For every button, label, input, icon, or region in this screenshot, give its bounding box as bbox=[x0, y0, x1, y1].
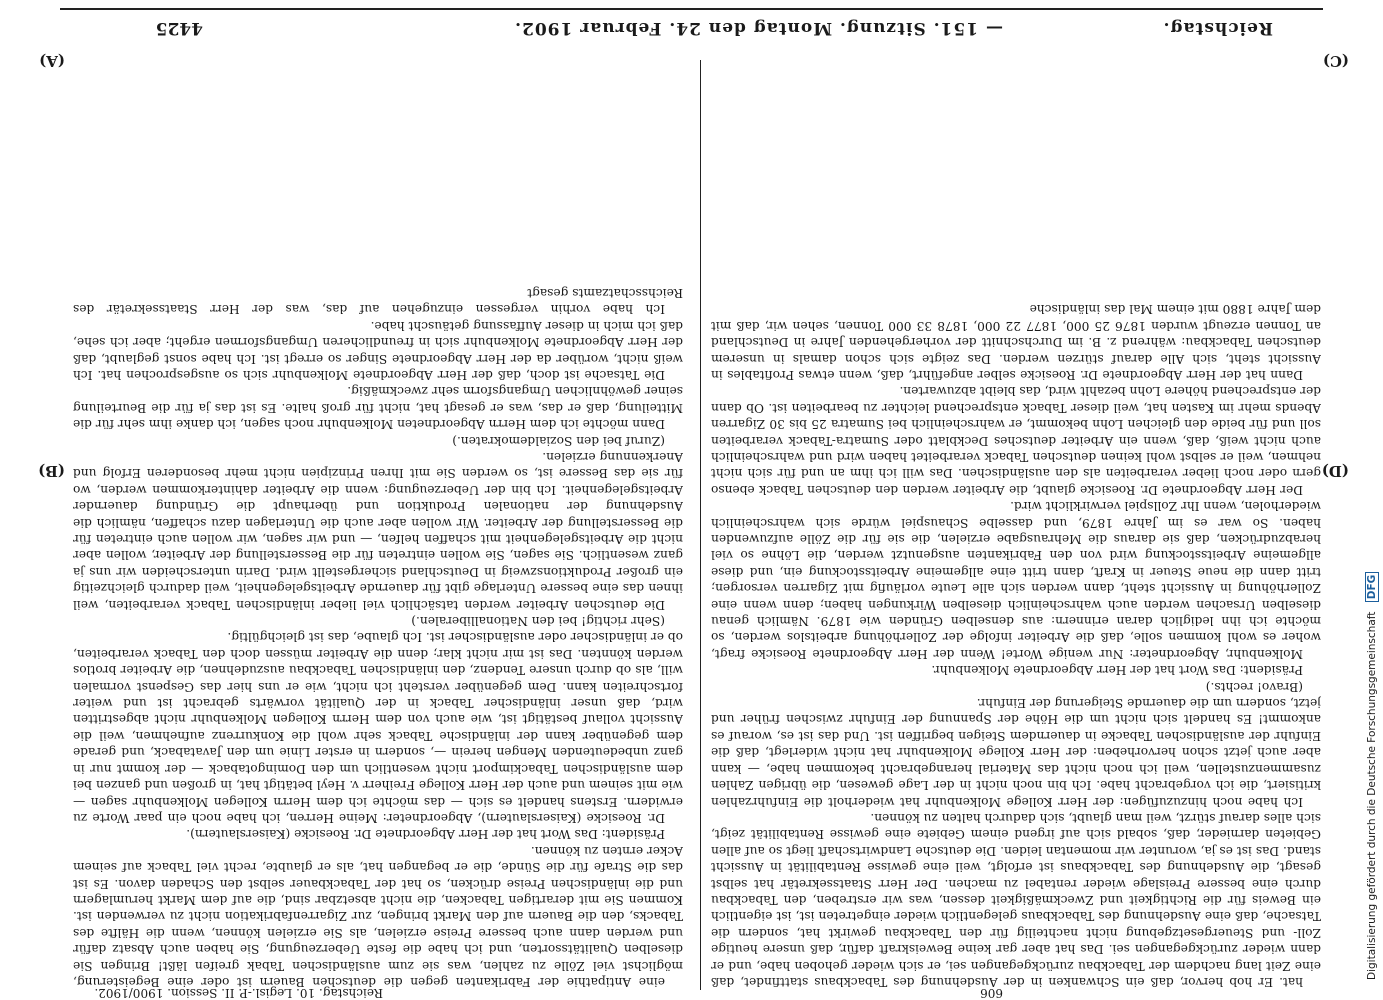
left-column bbox=[73, 60, 683, 990]
dfg-note-text: Digitalisierung gefördert durch die Deutsche Forschungsgemeinschaft bbox=[1366, 611, 1378, 980]
left-column-paragraph: (Zuruf bei den Sozialdemokraten.) bbox=[452, 433, 665, 448]
right-column-paragraph: hat. Er hob hervor, daß ein Schwanken in der Ausdehnung des Tabackbaus stattfindet, daß eine Zeit lang nachdem der Tabackbau zurückgegangen sei, er sich wieder gehoben habe, und er dann wieder zurückgegangen sei. Das hat aber gar keine Beweiskraft dafür, daß unsere heutige Zoll- und Steuergesetzgebung nicht nachteilig für den Tabackbau gewirkt hat, sondern die Tatsache, daß eine Ausdehnung des Tabackbaus gelegentlich wieder eingetreten ist, ist eigentlich ein Beweis für die Richtigkeit und Zweckmäßigkeit dessen, was wir erstreben, den Tabackbau durch eine bessere Preislage wieder rentabel zu machen. Der Herr Staatssekretär hat selbst gesagt, die Ausdehnung des Tabackbaus ist erfolgt, weil eine gewisse Rentabilität in Aussicht stand. Das ist es ja, worunter wir momentan leiden. Die deutsche Landwirtschaft liegt so auf allen Gebieten darnieder, daß, sobald sich auf irgend einem Gebiete eine gewisse Rentabilität zeigt, sich alles darauf stürzt, weil man glaubt, sich dadurch halten zu können. bbox=[711, 810, 1321, 989]
dfg-side-note bbox=[1365, 20, 1383, 980]
left-column-paragraph: Präsident: Das Wort hat der Herr Abgeordnete Dr. Roesicke (Kaiserslautern). bbox=[186, 827, 665, 842]
left-column-text bbox=[73, 285, 683, 990]
left-column-paragraph: Ich habe vorhin vergessen einzugehen auf das, was der Herr Staatssekretär des Reichsschatzamts gesagt bbox=[73, 285, 683, 317]
footer-session-info: Reichstag. 10. Legisl.-P. II. Session. 1900/1902. bbox=[94, 986, 383, 1000]
right-column-paragraph: Ich habe noch hinzuzufügen: der Herr Kollege Molkenbuhr hat wiederholt die Einfuhrzahlen kritisiert, die ich vorgebracht habe. Ich bin noch nicht in der Lage gewesen, die übrigen Zahlen zusammenzustellen, weil ich noch nicht das Material herangebracht bekommen habe, — kann aber auch jetzt schon hervorheben: der Herr Kollege Molkenbuhr hat nicht widerlegt, daß die Einfuhr der ausländischen Tabacke in dauerndem Steigen begriffen ist. Und das ist es, worauf es ankommt! Es handelt sich nicht um die Höhe der Spannung der Einfuhr zwischen früher und jetzt, sondern um die dauernde Steigerung der Einfuhr. bbox=[711, 696, 1321, 809]
marker-d: (D) bbox=[1321, 462, 1349, 480]
left-column-paragraph: Die Tatsache ist doch, daß der Herr Abgeordnete Molkenbuhr sich so ausgesprochen hat. Ich weiß nicht, worüber da der Herr Abgeordnete Singer so erregt ist. Ich habe sonst geglaubt, daß der Herr Abgeordnete Molkenbuhr sich in freundlicheren Umgangsformen ergeht; aber ich sehe, daß ich mich in dieser Auffassung getäuscht habe. bbox=[73, 318, 683, 382]
marker-c: (C) bbox=[1322, 52, 1349, 70]
right-column-paragraph: Der Herr Abgeordnete Dr. Roesicke glaubt, die Arbeiter werden den deutschen Taback ebenso gern oder noch lieber verarbeiten als den ausländischen. Das will ich ihm an und für sich nicht nehmen, weil er selbst wohl keinen deutschen Taback verarbeitet haben wird und wahrscheinlich auch nicht weiß, daß, wenn ein Arbeiter deutsches Deckblatt oder Sumatra-Taback verarbeiten soll und für beide den gleichen Lohn bekommt, er wahrscheinlich bei Sumatra 25 bis 30 Zigarren Abends mehr im Kasten hat, weil dieser Taback entsprechend leichter zu bearbeiten ist. Ob dann der entsprechend höhere Lohn bezahlt wird, das bleibt abzuwarten. bbox=[711, 384, 1321, 497]
right-column bbox=[711, 60, 1321, 990]
header-session-date: — 151. Sitzung. Montag den 24. Februar 1902. bbox=[514, 18, 1003, 38]
header-left-title: Reichstag. bbox=[1162, 18, 1273, 38]
footer-sheet-number: 606 bbox=[980, 986, 1003, 1000]
left-column-paragraph: Dann möchte ich dem Herrn Abgeordneten Molkenbuhr noch sagen, ich danke ihm sehr für die Mitteilung, daß er das, was er gesagt hat, nicht für groß halte. Es ist das ja für die Beurteilung seiner gewöhnlichen Umgangsform sehr zweckmäßig. bbox=[73, 384, 683, 432]
right-column-text bbox=[711, 301, 1321, 990]
left-column-paragraph: Die deutschen Arbeiter werden tatsächlich viel lieber inländischen Taback verarbeiten, weil ihnen das eine bessere Unterlage gibt für dauernde Arbeitsgelegenheit, weil dadurch gleichzeitig ein großer Produktionszweig in Deutschland sichergestellt wird. Darin unterscheiden wir uns ja ganz wesentlich. Sie sagen, Sie wollen eintreten für die Besserstellung der Arbeiter, wollen aber nicht die Arbeitsgelegenheit mit schaffen helfen, — und wir sagen, wir wollen auch eintreten für die Besserstellung der Arbeiter. Wir wollen aber auch die Unterlagen dazu schaffen, nämlich die Ausdehnung der nationalen Produktion und überhaupt die Gründung dauernder Arbeitsgelegenheit. Ich bin der Ueberzeugung: wenn die Arbeiter dahinterkommen werden, wo für sie das Bessere ist, so werden Sie mit Ihren Prinzipien nicht mehr besonderen Erfolg und Anerkennung erzielen. bbox=[73, 450, 683, 612]
header-page-number: 4425 bbox=[155, 18, 203, 38]
marker-b: (B) bbox=[38, 462, 65, 480]
right-column-paragraph: Dann hat der Herr Abgeordnete Dr. Roesicke selber angeführt, daß, wenn etwas Profitables in Aussicht steht, sich Alle darauf stürzen werden. Das zeigte sich schon damals in unserem deutschen Tabackbau: während z. B. im Durchschnitt der vorhergehenden Jahre in Deutschland an Tonnen erzeugt wurden 1876 25 000, 1877 22 000, 1878 33 000 Tonnen, sehen wir, daß mit dem Jahre 1880 mit einem Mal das inländische bbox=[711, 302, 1321, 382]
left-column-paragraph: eine Antipathie der Fabrikanten gegen die deutschen Bauern ist oder eine Begeisterung, möglichst viel Zölle zu zahlen, was sie zum ausländischen Tabak greifen läßt! Bringen Sie dieselben Qualitätssorten, und ich habe die feste Ueberzeugung, Sie haben auch Absatz dafür und werden dann auch bessere Preise erzielen, als Sie erzielen können, wenn die Hälfte des Tabacks, den die Bauern auf den Markt bringen, zur Zigarrenfabrikation nicht zu verwenden ist. Kommen Sie mit derartigen Tabacken, die nicht absetzbar sind, die auf dem Markt herumlagern und die inländischen Preise drücken, so hat der Tabackbauer selbst den Schaden davon. Es ist das die Strafe für die Sünde, die er begangen hat, als er glaubte, recht viel Taback auf seinem Acker ernten zu können. bbox=[73, 843, 683, 989]
dfg-logo: DFG bbox=[1365, 572, 1379, 603]
left-column-paragraph: (Sehr richtig! bei den Nationalliberalen.) bbox=[411, 614, 665, 629]
left-column-paragraph: Dr. Roesicke (Kaiserslautern), Abgeordneter: Meine Herren, ich habe noch ein paar Worte zu erwidern. Erstens handelt es sich — das möchte ich dem Herrn Kollegen Molkenbuhr sagen — wie mit seinem und auch der Herr Kollege Freiherr v. Heyl betätigt hat, in großen und ganzen bei dem ausländischen Tabackimport nicht wesentlich um den Domingotaback — der kommt nur in ganz unbedeutenden Mengen herein —, sondern in erster Linie um den Javataback, und gerade dem gegenüber kann der inländische Taback sehr wohl die Konkurrenz aufnehmen, weil die Aussicht vollauf bestätigt ist, wie auch von dem Herrn Kollegen Molkenbuhr nicht abgestritten wird, daß unser inländischer Taback in der Qualität vorwärts gebracht ist und weiter fortschreiten kann. Dem gegenüber versteht ich nicht, wie er uns hier das Gespenst vormalen will, als ob durch unsere Tendenz, den inländischen Tabackbau auszudehnen, die Arbeiter brotlos werden könnten. Das ist mir nicht klar; denn die Arbeiter müssen doch den Taback verarbeiten, ob er inländischer oder ausländischer ist. Ich glaube, das ist gleichgültig. bbox=[73, 630, 683, 825]
right-column-paragraph: Molkenbuhr, Abgeordneter: Nur wenige Worte! Wenn der Herr Abgeordnete Roesicke fragt, woher es wohl kommen solle, daß die Arbeiter infolge der Zollerhöhung arbeitslos werden, so möchte ich ihn lediglich daran erinnern: aus denselben Gründen wie 1879. Nämlich genau dieselben Ursachen werden auch wahrscheinlich dieselben Wirkungen haben; denn wenn eine Zollerhöhung in Aussicht steht, dann werden sich alle Leute vorläufig mit Zigarren versorgen; tritt dann die neue Steuer in Kraft, dann tritt eine allgemeine Arbeitsstockung ein, und diese allgemeine Arbeitsstockung wird von den Fabrikanten ausgenutzt werden, die Löhne so viel herabzudrücken, daß sie daraus die Mehrausgabe erzielen, die sie für die Zölle aufzuwenden haben. So war es im Jahre 1879, und dasselbe Schauspiel würde sich wahrscheinlich wiederholen, wenn Ihr Zollspiel verwirklicht wird. bbox=[711, 499, 1321, 661]
header-rule bbox=[60, 8, 1323, 10]
page-header bbox=[0, 0, 1383, 38]
column-divider bbox=[700, 60, 701, 990]
right-column-paragraph: (Bravo! rechts.) bbox=[1205, 679, 1303, 694]
right-column-paragraph: Präsident: Das Wort hat der Herr Abgeordnete Molkenbuhr. bbox=[931, 663, 1303, 678]
marker-a: (A) bbox=[39, 52, 65, 70]
